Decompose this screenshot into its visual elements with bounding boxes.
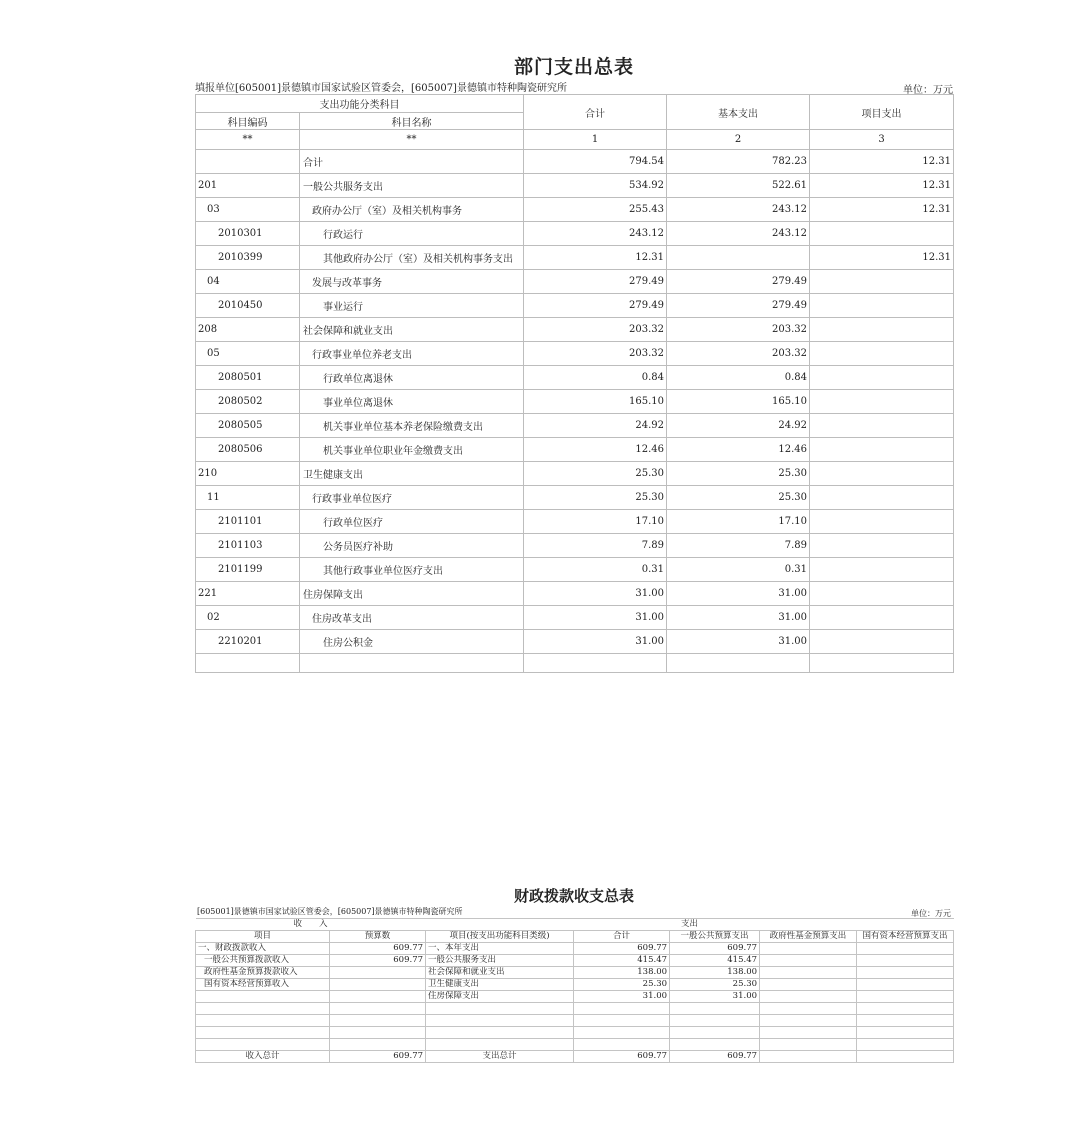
income-item: 政府性基金预算拨款收入: [196, 967, 330, 979]
expense-general-budget-total: 609.77: [670, 1051, 760, 1063]
row-basic: 782.23: [667, 150, 810, 174]
expense-state-capital: [857, 967, 954, 979]
table-row: [196, 1003, 954, 1015]
col-header: 一般公共预算支出: [670, 931, 760, 943]
row-project: [810, 390, 954, 414]
row-code: 2010301: [196, 222, 300, 246]
row-code: 04: [196, 270, 300, 294]
table-row: [196, 510, 954, 534]
table-row: [196, 246, 954, 270]
table-row: [196, 486, 954, 510]
row-project: [810, 486, 954, 510]
income-budget: [330, 1003, 426, 1015]
row-total: 165.10: [524, 390, 667, 414]
row-total: 0.84: [524, 366, 667, 390]
row-basic: [667, 246, 810, 270]
expense-total: [574, 1027, 670, 1039]
header-function-category: 支出功能分类科目: [196, 95, 524, 113]
income-budget: 609.77: [330, 955, 426, 967]
row-code: 2101199: [196, 558, 300, 582]
table2-reporting-unit: [605001]景德镇市国家试验区管委会，[605007]景德镇市特种陶瓷研究所: [197, 907, 463, 916]
row-basic: 243.12: [667, 222, 810, 246]
expense-item: 一般公共服务支出: [426, 955, 574, 967]
table-row: [196, 967, 954, 979]
row-project: [810, 630, 954, 654]
table-row: [196, 991, 954, 1003]
row-project: [810, 606, 954, 630]
expense-gov-fund: [760, 967, 857, 979]
table-row: [196, 150, 954, 174]
expense-general-budget: 415.47: [670, 955, 760, 967]
income-item: 一、财政拨款收入: [196, 943, 330, 955]
row-total: 203.32: [524, 318, 667, 342]
row-code: 2080502: [196, 390, 300, 414]
expense-gov-fund-total: [760, 1051, 857, 1063]
row-name: 机关事业单位基本养老保险缴费支出: [300, 414, 524, 438]
expense-state-capital: [857, 979, 954, 991]
expense-state-capital: [857, 1039, 954, 1051]
table-row: [196, 1027, 954, 1039]
row-total: 31.00: [524, 606, 667, 630]
row-project: 12.31: [810, 246, 954, 270]
row-total: 24.92: [524, 414, 667, 438]
row-code: 2101103: [196, 534, 300, 558]
row-project: [810, 342, 954, 366]
row-basic: 279.49: [667, 270, 810, 294]
header-name: 科目名称: [300, 113, 524, 130]
expense-item: [426, 1039, 574, 1051]
table-row: [196, 414, 954, 438]
fiscal-appropriation-table: [195, 918, 954, 1063]
col-header: 国有资本经营预算支出: [857, 931, 954, 943]
table1-reporting-unit: 填报单位[605001]景德镇市国家试验区管委会，[605007]景德镇市特种陶瓷研究所: [195, 83, 567, 94]
row-project: [810, 366, 954, 390]
row-project: [810, 510, 954, 534]
row-project: 12.31: [810, 174, 954, 198]
income-item: 国有资本经营预算收入: [196, 979, 330, 991]
table-row: [196, 582, 954, 606]
expense-total-value: 609.77: [574, 1051, 670, 1063]
expense-state-capital: [857, 1027, 954, 1039]
row-basic: 31.00: [667, 582, 810, 606]
expense-total: 609.77: [574, 943, 670, 955]
row-basic: 203.32: [667, 318, 810, 342]
empty-cell: [667, 654, 810, 673]
table-row: [196, 630, 954, 654]
table-row: [196, 342, 954, 366]
table-row: [196, 1039, 954, 1051]
row-code: 2210201: [196, 630, 300, 654]
expense-general-budget: [670, 1039, 760, 1051]
row-code: 11: [196, 486, 300, 510]
table-row: [196, 606, 954, 630]
row-name: 社会保障和就业支出: [300, 318, 524, 342]
expense-state-capital: [857, 1003, 954, 1015]
row-project: 12.31: [810, 198, 954, 222]
row-basic: 25.30: [667, 462, 810, 486]
row-name: 其他行政事业单位医疗支出: [300, 558, 524, 582]
row-code: 03: [196, 198, 300, 222]
row-basic: 243.12: [667, 198, 810, 222]
expense-item: [426, 1027, 574, 1039]
row-project: [810, 318, 954, 342]
row-name: 住房公积金: [300, 630, 524, 654]
col-header: 预算数: [330, 931, 426, 943]
row-total: 31.00: [524, 582, 667, 606]
row-basic: 0.84: [667, 366, 810, 390]
empty-cell: [524, 654, 667, 673]
expense-gov-fund: [760, 991, 857, 1003]
row-code: 2010450: [196, 294, 300, 318]
expense-state-capital: [857, 1015, 954, 1027]
income-budget: [330, 1027, 426, 1039]
income-item: [196, 1039, 330, 1051]
row-basic: 165.10: [667, 390, 810, 414]
row-name: 事业运行: [300, 294, 524, 318]
income-item: [196, 1027, 330, 1039]
department-expenditure-table: [195, 94, 954, 673]
table1-unit-label: 单位：万元: [903, 85, 953, 96]
header-basic: 基本支出: [667, 95, 810, 130]
row-total: 794.54: [524, 150, 667, 174]
income-item: 一般公共预算拨款收入: [196, 955, 330, 967]
table2-title: 财政拨款收支总表: [513, 887, 634, 905]
expense-gov-fund: [760, 955, 857, 967]
row-project: [810, 414, 954, 438]
expense-general-budget: 25.30: [670, 979, 760, 991]
table-row: [196, 943, 954, 955]
row-total: 25.30: [524, 462, 667, 486]
group-income-label: 收 入: [196, 919, 426, 931]
header-col-3: 3: [810, 130, 954, 150]
expense-state-capital-total: [857, 1051, 954, 1063]
row-code: 221: [196, 582, 300, 606]
row-basic: 0.31: [667, 558, 810, 582]
row-project: [810, 582, 954, 606]
expense-general-budget: [670, 1027, 760, 1039]
expense-item: 住房保障支出: [426, 991, 574, 1003]
expense-general-budget: 138.00: [670, 967, 760, 979]
expense-general-budget: [670, 1015, 760, 1027]
expense-gov-fund: [760, 1003, 857, 1015]
row-total: 203.32: [524, 342, 667, 366]
header-code: 科目编码: [196, 113, 300, 130]
table-row: [196, 174, 954, 198]
expense-gov-fund: [760, 1015, 857, 1027]
row-project: [810, 270, 954, 294]
row-name: 合计: [300, 150, 524, 174]
row-project: [810, 438, 954, 462]
row-name: 机关事业单位职业年金缴费支出: [300, 438, 524, 462]
row-code: 2101101: [196, 510, 300, 534]
income-budget: [330, 979, 426, 991]
table-row: [196, 318, 954, 342]
expense-gov-fund: [760, 1039, 857, 1051]
expense-total: 138.00: [574, 967, 670, 979]
row-name: 一般公共服务支出: [300, 174, 524, 198]
income-budget: [330, 1015, 426, 1027]
row-project: [810, 294, 954, 318]
expense-gov-fund: [760, 1027, 857, 1039]
expense-gov-fund: [760, 979, 857, 991]
expense-general-budget: [670, 1003, 760, 1015]
row-basic: 25.30: [667, 486, 810, 510]
expense-gov-fund: [760, 943, 857, 955]
header-project: 项目支出: [810, 95, 954, 130]
row-code: 2080506: [196, 438, 300, 462]
row-code: 2080501: [196, 366, 300, 390]
row-basic: 31.00: [667, 630, 810, 654]
row-code: 2080505: [196, 414, 300, 438]
table1-title: 部门支出总表: [513, 56, 634, 78]
table-row: [196, 558, 954, 582]
income-budget: [330, 967, 426, 979]
income-budget: [330, 1039, 426, 1051]
row-code: [196, 150, 300, 174]
row-total: 25.30: [524, 486, 667, 510]
table-row: [196, 1015, 954, 1027]
table-row: [196, 198, 954, 222]
table-row: [196, 534, 954, 558]
row-name: 住房保障支出: [300, 582, 524, 606]
row-total: 279.49: [524, 294, 667, 318]
header-col-2: 2: [667, 130, 810, 150]
group-header-row: [196, 919, 954, 931]
row-basic: 24.92: [667, 414, 810, 438]
table-row: [196, 222, 954, 246]
row-project: [810, 222, 954, 246]
table-row: [196, 390, 954, 414]
row-basic: 279.49: [667, 294, 810, 318]
table-row-empty: [196, 654, 954, 673]
row-project: [810, 558, 954, 582]
income-item: [196, 1003, 330, 1015]
row-name: 行政运行: [300, 222, 524, 246]
expense-total: 31.00: [574, 991, 670, 1003]
row-total: 12.46: [524, 438, 667, 462]
row-code: 201: [196, 174, 300, 198]
header-mark-name: **: [300, 130, 524, 150]
expense-total: [574, 1015, 670, 1027]
table-row: [196, 462, 954, 486]
row-project: [810, 462, 954, 486]
row-name: 行政单位离退休: [300, 366, 524, 390]
table1-unit-line: [195, 79, 953, 96]
table-row: [196, 979, 954, 991]
expense-item: 一、本年支出: [426, 943, 574, 955]
column-header-row: [196, 931, 954, 943]
expense-state-capital: [857, 955, 954, 967]
income-budget: [330, 991, 426, 1003]
table-row: [196, 366, 954, 390]
col-header: 项目(按支出功能科目类级): [426, 931, 574, 943]
header-col-1: 1: [524, 130, 667, 150]
row-project: 12.31: [810, 150, 954, 174]
row-total: 7.89: [524, 534, 667, 558]
row-name: 其他政府办公厅（室）及相关机构事务支出: [300, 246, 524, 270]
income-budget: 609.77: [330, 943, 426, 955]
table-row: [196, 955, 954, 967]
group-expense-label: 支出: [426, 919, 954, 931]
expense-general-budget: 31.00: [670, 991, 760, 1003]
income-total-value: 609.77: [330, 1051, 426, 1063]
expense-item: 社会保障和就业支出: [426, 967, 574, 979]
expense-item: [426, 1003, 574, 1015]
row-name: 行政事业单位医疗: [300, 486, 524, 510]
table-row: [196, 294, 954, 318]
row-code: 05: [196, 342, 300, 366]
col-header: 政府性基金预算支出: [760, 931, 857, 943]
row-basic: 31.00: [667, 606, 810, 630]
row-basic: 7.89: [667, 534, 810, 558]
row-name: 公务员医疗补助: [300, 534, 524, 558]
expense-total: 25.30: [574, 979, 670, 991]
row-code: 210: [196, 462, 300, 486]
row-total: 279.49: [524, 270, 667, 294]
row-total: 12.31: [524, 246, 667, 270]
expense-general-budget: 609.77: [670, 943, 760, 955]
row-name: 卫生健康支出: [300, 462, 524, 486]
row-basic: 12.46: [667, 438, 810, 462]
empty-cell: [300, 654, 524, 673]
row-total: 31.00: [524, 630, 667, 654]
empty-cell: [810, 654, 954, 673]
expense-total: 415.47: [574, 955, 670, 967]
row-project: [810, 534, 954, 558]
row-basic: 203.32: [667, 342, 810, 366]
row-name: 事业单位离退休: [300, 390, 524, 414]
table-row: [196, 438, 954, 462]
row-name: 政府办公厅（室）及相关机构事务: [300, 198, 524, 222]
col-header: 项目: [196, 931, 330, 943]
header-mark-code: **: [196, 130, 300, 150]
col-header: 合计: [574, 931, 670, 943]
income-item: [196, 1015, 330, 1027]
expense-total-label: 支出总计: [426, 1051, 574, 1063]
income-total-label: 收入总计: [196, 1051, 330, 1063]
expense-state-capital: [857, 991, 954, 1003]
table2-unit-line: [195, 906, 953, 918]
row-name: 发展与改革事务: [300, 270, 524, 294]
totals-row: [196, 1051, 954, 1063]
row-basic: 17.10: [667, 510, 810, 534]
expense-item: 卫生健康支出: [426, 979, 574, 991]
expense-item: [426, 1015, 574, 1027]
row-total: 243.12: [524, 222, 667, 246]
row-basic: 522.61: [667, 174, 810, 198]
row-code: 2010399: [196, 246, 300, 270]
expense-state-capital: [857, 943, 954, 955]
row-total: 0.31: [524, 558, 667, 582]
row-total: 534.92: [524, 174, 667, 198]
empty-cell: [196, 654, 300, 673]
expense-total: [574, 1039, 670, 1051]
table2-unit-label: 单位：万元: [911, 909, 951, 918]
row-total: 17.10: [524, 510, 667, 534]
income-item: [196, 991, 330, 1003]
row-name: 住房改革支出: [300, 606, 524, 630]
expense-total: [574, 1003, 670, 1015]
row-name: 行政事业单位养老支出: [300, 342, 524, 366]
row-code: 208: [196, 318, 300, 342]
row-name: 行政单位医疗: [300, 510, 524, 534]
table-row: [196, 270, 954, 294]
row-total: 255.43: [524, 198, 667, 222]
row-code: 02: [196, 606, 300, 630]
header-total: 合计: [524, 95, 667, 130]
